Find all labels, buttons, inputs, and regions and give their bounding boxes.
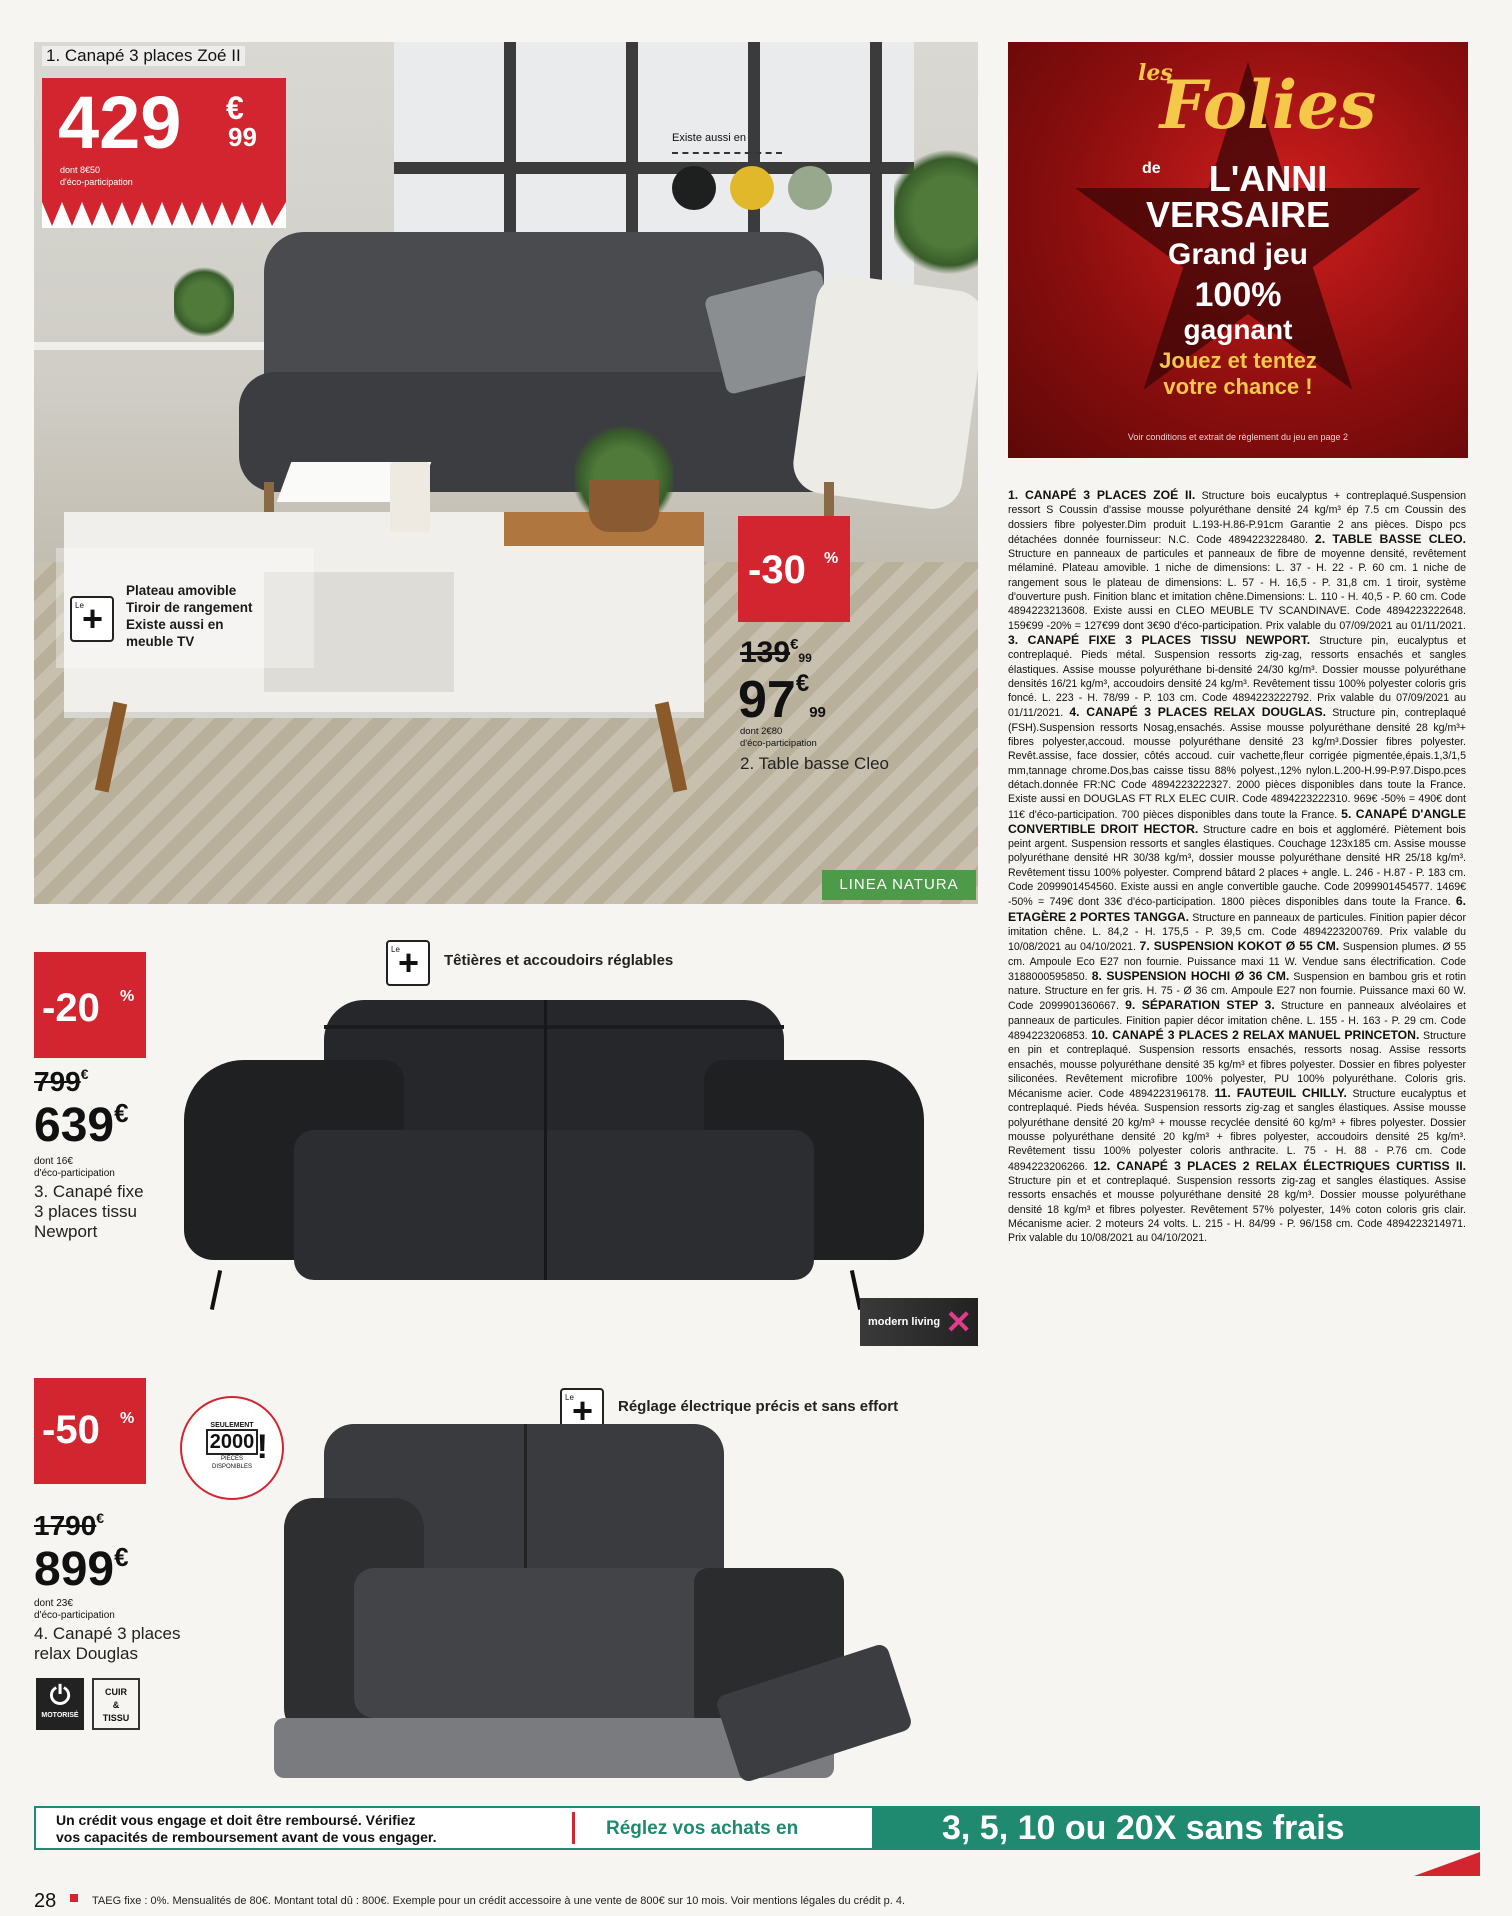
- new-price-cur: €: [114, 1098, 129, 1128]
- desc-body-7: Suspension plumes. Ø 55 cm. Ampoule Eco E27 non fournie. Puissance maxi 11 W. Vendue sans électrification. Code 3188000595850.: [1008, 941, 1466, 983]
- newport-caption: [34, 1182, 144, 1242]
- feature-item: Existe aussi en: [126, 617, 224, 632]
- features-list: [126, 582, 253, 650]
- wall-shelf: [34, 342, 294, 350]
- seal-number: 2000: [206, 1429, 259, 1455]
- douglas-old-price: [34, 1510, 104, 1542]
- table-caption: 2. Table basse Cleo: [740, 754, 890, 773]
- new-price-cur: €: [114, 1542, 129, 1572]
- table-eco: [740, 726, 817, 750]
- douglas-eco: [34, 1598, 115, 1622]
- desc-title-6: 6. ETAGÈRE 2 PORTES TANGGA.: [1008, 894, 1466, 924]
- plus-icon: [386, 940, 430, 986]
- caption-line1: 3. Canapé fixe: [34, 1182, 144, 1201]
- table-eco-line1: dont 2€80: [740, 726, 783, 737]
- douglas-new-price: [34, 1542, 129, 1597]
- desc-body-3: Structure pin, eucalyptus et contreplaqué. Pieds métal. Suspension ressorts zig-zag, ressorts ensachés et sangles élastiques. Assise mousse polyuréthane bi-densité 24/30 kg/m³. Dossier mousse polyuréthane densités 16/21 kg/m³, accoudoirs densité 24 kg/m³. Revêtement tissu 100% polyester coloris gris foncé. L. 223 - H. 78/99 - P. 103 cm. Code 4894223222792. Prix valable du 07/09/2021 au 01/11/2021.: [1008, 634, 1466, 720]
- exclamation-icon: !: [256, 1428, 268, 1466]
- promo-les: les: [1138, 60, 1173, 86]
- product-title: 1. Canapé 3 places Zoé II: [42, 46, 245, 66]
- desc-title-8: 8. SUSPENSION HOCHI Ø 36 CM.: [1091, 968, 1290, 983]
- desc-body-4: Structure pin, contreplaqué (FSH).Suspension ressorts Nosag,ensachés. Assise mousse polyuréthane densité 28 kg/m³+ fibres polyester,accoud. mousse polyuréthane densité 23 kg/m³.Dossier fibres polyester. Revêt.assise, face dossier, côtés accoud. cuir vachette,fleur corrigée pigmentée,épais.1,3/1,5 mm,tannage chrome.Dos,bas caisse tissu 88% polyest.,12% nylon.L.200-H.99-P.97.Dispo.pces détach.donnée FR:NC Code 4894223222327. 2000 pièces disponibles dans toute la France. Existe aussi en DOUGLAS FT RLX ELEC CUIR. Code 4894223222310. 969€ -50% = 490€ dont 11€ d'éco-participation. 700 pièces disponibles dans toute la France.: [1008, 707, 1466, 821]
- desc-body-5: Structure cadre en bois et aggloméré. Piètement bois peint argent. Suspension ressorts et sangles élastiques. Couchage 123x185 cm. Assise mousse polyuréthane densité HR 30/38 kg/m³, dossier mousse polyuréthane densité HR 25/18 kg/m³. Revêtement tissu 100% polyester. Comprend bâtard 2 places + angle. L. 246 - H.87 - P. 183 cm. Code 2099901454560. Existe aussi en angle convertible gauche. Code 2099901454577. 1469€ -50% = 749€ dont 33€ d'éco-participation. 1800 pièces disponibles dans toute la France.: [1008, 823, 1466, 909]
- sofa-leg: [210, 1270, 222, 1310]
- promo-folies: Folies: [1159, 66, 1377, 144]
- sofa-newport-seat: [294, 1130, 814, 1280]
- product-descriptions: [1008, 488, 1466, 1778]
- page-number: 28: [34, 1890, 57, 1912]
- promo-100: 100%: [1194, 276, 1282, 314]
- credit-divider: [572, 1812, 575, 1844]
- promo-votre-chance: votre chance !: [1163, 374, 1313, 399]
- cushion-seam: [544, 1000, 547, 1280]
- promo-versaire: VERSAIRE: [1145, 194, 1331, 235]
- desc-title-11: 11. FAUTEUIL CHILLY.: [1214, 1086, 1347, 1101]
- promo-gagnant: gagnant: [1183, 314, 1293, 345]
- douglas-feature: Réglage électrique précis et sans effort: [618, 1398, 899, 1415]
- old-price-int: 139: [740, 636, 791, 669]
- desc-body-6: Structure en panneaux de particules. Finition papier décor imitation chêne. L. 84,2 - H. 175,5 - P. 39,5 cm. Code 4894223200769. Prix valable du 10/08/2021 au 04/10/2021.: [1008, 911, 1466, 954]
- taeg-legal: TAEG fixe : 0%. Mensualités de 80€. Montant total dû : 800€. Exemple pour un crédit accessoire à une vente de 800€ sur 10 mois. Voir mentions légales du crédit p. 4.: [92, 1895, 906, 1907]
- badge-amp: &: [112, 1700, 120, 1710]
- discount-badge-20: [34, 952, 146, 1058]
- feature-item: Tiroir de rangement: [126, 600, 253, 615]
- badge-motorise: [36, 1678, 84, 1730]
- desc-body-10: Structure en pin et contreplaqué. Suspension ressorts ensachés, ressorts nosag. Assise ressorts ensachés, mousse polyuréthane densité 35 kg/m³ et fibres polyester. Dossier en fibres polyester siliconées. Revêtement microfibre 100% polyester, PU 100% polyuréthane. Coloris gris. Mécanisme acier. Code 4894223196178.: [1008, 1029, 1466, 1101]
- seal-2000-pieces: [180, 1396, 284, 1500]
- table-new-price: [738, 670, 826, 730]
- caption-line1: 4. Canapé 3 places: [34, 1624, 181, 1643]
- feature-item: Plateau amovible: [126, 583, 237, 598]
- plus-icon: [70, 596, 114, 642]
- old-price-cur: €: [96, 1510, 105, 1526]
- eco-line2: d'éco-participation: [34, 1168, 115, 1179]
- feature-item: meuble TV: [126, 634, 195, 649]
- desc-title-7: 7. SUSPENSION KOKOT Ø 55 CM.: [1139, 939, 1340, 954]
- brand-linea-natura: LINEA NATURA: [822, 870, 976, 900]
- desc-body-11: Structure eucalyptus et contreplaqué. Pieds hévéa. Suspension ressorts zig-zag et sangles élastiques. Assise mousse polyuréthane densité 20 kg/m³ + mousse recyclée densité 60 kg/m³ + fibres polyester. Dossier mousse polyuréthane densité 20 kg/m³ + fibres polyester, accoudoirs densité 25 kg/m³. Revêtement tissu 100% polyester coloris anthracite. L. 75 - H. 88 - P.76 cm. Code 4894223206266.: [1008, 1088, 1466, 1173]
- old-price-int: 1790: [34, 1510, 97, 1541]
- newport-section: [34, 930, 978, 1350]
- discount-sign: %: [120, 988, 135, 1005]
- desc-title-4: 4. CANAPÉ 3 PLACES RELAX DOUGLAS.: [1069, 705, 1327, 720]
- discount-value: -30: [748, 548, 806, 592]
- desc-title-1: 1. CANAPÉ 3 PLACES ZOÉ II.: [1008, 488, 1196, 502]
- desc-title-9: 9. SÉPARATION STEP 3.: [1125, 998, 1275, 1013]
- newport-new-price: [34, 1098, 129, 1153]
- desc-title-12: 12. CANAPÉ 3 PLACES 2 RELAX ÉLECTRIQUES CURTISS II.: [1093, 1158, 1466, 1173]
- desc-title-2: 2. TABLE BASSE CLEO.: [1314, 531, 1466, 546]
- new-price-dec: 99: [809, 704, 826, 721]
- desc-title-5: 5. CANAPÉ D'ANGLE CONVERTIBLE DROIT HECTOR.: [1008, 806, 1466, 836]
- page-marker: [70, 1894, 78, 1902]
- credit-warning: [56, 1812, 436, 1846]
- swatch-green[interactable]: [788, 166, 832, 210]
- douglas-section: [34, 1378, 978, 1798]
- corner-triangle: [1414, 1852, 1480, 1876]
- credit-reglez: Réglez vos achats en: [606, 1818, 799, 1839]
- old-price-int: 799: [34, 1066, 81, 1097]
- desc-body-2: Structure en panneaux de particules et panneaux de fibre de moyenne densité, revêtement mélaminé. Plateau amovible. 1 niche de dimensions: L. 37 - H. 22 - P. 60 cm. 1 niche de rangement sous le plateau de dimensions: L. 57 - H. 16,5 - P. 31,8 cm. 1 tiroir, système d'ouverture push. Finition blanc et imitation chêne.Dimensions: L. 110 - H. 40,5 - P. 60 cm. Code 4894223213608. Existe aussi en CLEO MEUBLE TV SCANDINAVE. Code 4894223222648. 159€99 -20% = 127€99 dont 3€90 d'éco-participation. Prix valable du 07/09/2021 au 01/11/2021.: [1008, 548, 1466, 632]
- badge-cuir-tissu: [92, 1678, 140, 1730]
- promo-note: Voir conditions et extrait de règlement du jeu en page 2: [1127, 432, 1349, 442]
- discount-value: -50: [42, 1408, 100, 1452]
- discount-value: -20: [42, 986, 100, 1030]
- caption-line2: relax Douglas: [34, 1644, 138, 1663]
- table-eco-line2: d'éco-participation: [740, 738, 817, 749]
- price-integer: 429: [58, 81, 182, 164]
- promo-de: de: [1142, 160, 1161, 177]
- zigzag-trim: [42, 196, 286, 228]
- desc-title-3: 3. CANAPÉ FIXE 3 PLACES TISSU NEWPORT.: [1008, 632, 1311, 647]
- desc-body-9: Structure en panneaux alvéolaires et panneaux de particules. Finition papier décor imitation chêne. L. 155 - H. 163 - P. 29 cm. Code 4894223206853.: [1008, 1000, 1467, 1042]
- discount-sign: %: [120, 1410, 135, 1427]
- old-price-cur: €: [80, 1066, 89, 1082]
- plant-pot: [589, 480, 659, 532]
- eco-line1: dont 8€50: [60, 165, 101, 175]
- caption-line2: 3 places tissu: [34, 1202, 137, 1221]
- credit-bar: [34, 1806, 1480, 1850]
- old-price-dec: 99: [798, 651, 812, 665]
- new-price-int: 639: [34, 1099, 115, 1152]
- seal-bottom2: DISPONIBLES: [211, 1464, 252, 1470]
- eco-line1: dont 23€: [34, 1598, 73, 1609]
- douglas-caption: [34, 1624, 181, 1664]
- desc-body-8: Suspension en bambou gris et rotin nature. Structure en fer gris. H. 75 - Ø 36 cm. Ampoule E27 non fournie. Puissance maxi 60 W. Code 2099901360667.: [1008, 970, 1467, 1013]
- desc-body-12: Structure pin et et contreplaqué. Suspension ressorts zig-zag et sangles élastiques. Assise ressorts ensachés et mousse polyuréthane densité 28 kg/m³. Dossier mousse polyuréthane densité 18 kg/m³ et fibres polyester. Revêtement 57% polyester, 14% coton coloris gris clair. Mécanisme acier. 2 moteurs 24 volts. L. 215 - H. 84/99 - P. 96/158 cm. Code 4894223214971. Prix valable du 10/08/2021 au 04/10/2021.: [1008, 1174, 1466, 1245]
- new-price-int: 899: [34, 1543, 115, 1596]
- swatch-black[interactable]: [672, 166, 716, 210]
- throw-blanket: [790, 271, 978, 513]
- new-price-int: 97: [738, 671, 796, 729]
- badge-tissu: TISSU: [102, 1713, 130, 1723]
- discount-badge-30: [738, 516, 850, 622]
- shelf-plant: [174, 262, 234, 342]
- promo-folies-banner[interactable]: [1008, 42, 1468, 458]
- new-price-cur: €: [795, 670, 810, 697]
- newport-eco: [34, 1156, 115, 1180]
- badge-motorise-label: MOTORISÉ: [41, 1712, 79, 1719]
- caption-line3: Newport: [34, 1222, 98, 1241]
- headrest-seam: [324, 1025, 784, 1029]
- credit-offer[interactable]: 3, 5, 10 ou 20X sans frais: [872, 1806, 1480, 1850]
- old-price-cur: €: [790, 636, 799, 653]
- promo-jouez: Jouez et tentez: [1159, 348, 1317, 373]
- window-plant: [894, 142, 978, 282]
- discount-badge-50: [34, 1378, 146, 1484]
- brand-label: modern living: [868, 1316, 941, 1328]
- brand-x-icon: ✕: [945, 1304, 972, 1340]
- newport-feature: Têtières et accoudoirs réglables: [444, 952, 674, 969]
- seal-top: SEULEMENT: [210, 1422, 254, 1429]
- price-badge: [42, 78, 286, 228]
- eco-line2: d'éco-participation: [60, 177, 133, 187]
- price-currency: €: [226, 90, 244, 126]
- credit-warning-line2: vos capacités de remboursement avant de vous engager.: [56, 1829, 437, 1845]
- vase: [390, 462, 430, 532]
- features-callout: [56, 548, 314, 668]
- existe-label: Existe aussi en: [672, 132, 746, 144]
- promo-anni: L'ANNI: [1208, 158, 1328, 199]
- newport-old-price: [34, 1066, 89, 1098]
- swatch-divider: [672, 152, 782, 154]
- credit-warning-line1: Un crédit vous engage et doit être remboursé. Vérifiez: [56, 1812, 416, 1828]
- eco-line1: dont 16€: [34, 1156, 73, 1167]
- eco-line2: d'éco-participation: [34, 1610, 115, 1621]
- desc-title-10: 10. CANAPÉ 3 PLACES 2 RELAX MANUEL PRINCETON.: [1091, 1027, 1420, 1042]
- swatch-yellow[interactable]: [730, 166, 774, 210]
- seal-bottom1: PIÈCES: [220, 1456, 243, 1462]
- plug-icon: ⏻: [49, 1680, 71, 1710]
- badge-cuir: CUIR: [105, 1687, 127, 1697]
- table-old-price: [740, 636, 812, 670]
- desc-body-1: Structure bois eucalyptus + contreplaqué.Suspension ressort S Coussin d'assise mousse polyuréthane densité 24 kg/m³ ép 7.5 cm Coussin des dossiers fibre polyester.Dim produit L.193-H.86-P.91cm Garantie 2 ans pièces. Dispo pcs détachées donnée fournisseur: N.C. Code 4894223228480.: [1008, 490, 1466, 546]
- discount-sign: %: [824, 550, 839, 567]
- price-decimal: 99: [228, 122, 257, 152]
- brand-modern-living: [860, 1298, 978, 1346]
- promo-grand-jeu: Grand jeu: [1167, 238, 1309, 271]
